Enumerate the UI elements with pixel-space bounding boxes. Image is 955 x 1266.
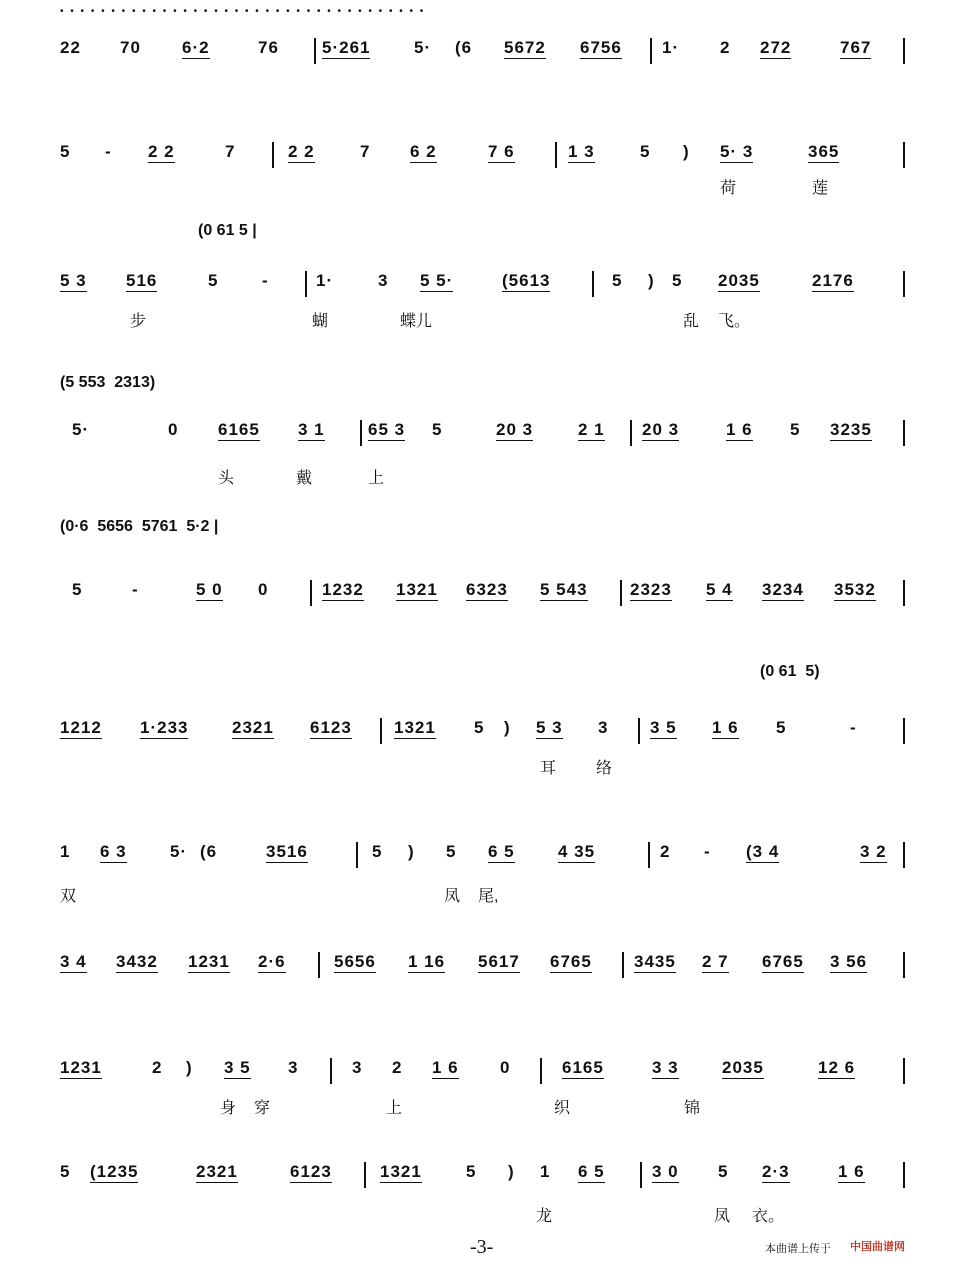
barline xyxy=(360,420,362,446)
note-group: 365 xyxy=(808,142,840,161)
note-group: 2 xyxy=(152,1058,163,1077)
barline xyxy=(640,1162,642,1188)
page-number: -3- xyxy=(470,1236,494,1258)
barline xyxy=(903,38,905,64)
note-group: 2 7 xyxy=(702,952,729,971)
note-group: 5 3 xyxy=(60,271,87,290)
note-group: 0 xyxy=(500,1058,511,1077)
lyric: 龙 xyxy=(536,1208,553,1225)
barline xyxy=(648,842,650,868)
note-group: 5 xyxy=(790,420,801,439)
note-group: 3 2 xyxy=(860,842,887,861)
barline xyxy=(903,1162,905,1188)
lyric: 织 xyxy=(554,1100,571,1117)
note-group: 65 3 xyxy=(368,420,406,439)
barline xyxy=(314,38,316,64)
note-group: 5 xyxy=(612,271,623,290)
note-group: - xyxy=(262,271,269,290)
lyric: 步 xyxy=(130,313,147,330)
lyric: 双 xyxy=(60,888,77,905)
note-group: 7 6 xyxy=(488,142,515,161)
note-group: (5613 xyxy=(502,271,551,290)
note-group: 5 xyxy=(208,271,219,290)
barline xyxy=(903,271,905,297)
lyric: 上 xyxy=(368,470,385,487)
note-group: 5 xyxy=(474,718,485,737)
notes-row xyxy=(0,718,955,758)
note-group: (6 xyxy=(455,38,473,57)
note-group: ) xyxy=(648,271,655,290)
note-group: 5 5· xyxy=(420,271,454,290)
note-group: 2 xyxy=(392,1058,403,1077)
lyric: 头 xyxy=(218,470,235,487)
note-group: 2 xyxy=(660,842,671,861)
note-group: 1 6 xyxy=(726,420,753,439)
note-group: 2323 xyxy=(630,580,672,599)
barline xyxy=(903,842,905,868)
top-dotted-marker: • • • • • • • • • • • • • • • • • • • • • • • • • • • • • • • • • • • • xyxy=(60,6,426,17)
intro-phrase: (5 553 2313) xyxy=(60,374,156,391)
note-group: 5 xyxy=(372,842,383,861)
barline xyxy=(305,271,307,297)
note-group: 3 xyxy=(288,1058,299,1077)
note-group: 5 543 xyxy=(540,580,588,599)
notes-row xyxy=(0,952,955,992)
note-group: 7 xyxy=(360,142,371,161)
note-group: 3 xyxy=(352,1058,363,1077)
barline xyxy=(650,38,652,64)
barline xyxy=(620,580,622,606)
note-group: 6765 xyxy=(550,952,592,971)
note-group: 5 4 xyxy=(706,580,733,599)
note-group: 0 xyxy=(258,580,269,599)
note-group: 5 xyxy=(776,718,787,737)
note-group: 2035 xyxy=(718,271,760,290)
barline xyxy=(903,142,905,168)
note-group: 1231 xyxy=(188,952,230,971)
barline xyxy=(555,142,557,168)
note-group: 767 xyxy=(840,38,872,57)
note-group: 1321 xyxy=(396,580,438,599)
note-group: 2·3 xyxy=(762,1162,790,1181)
barline xyxy=(903,420,905,446)
lyric: 身 xyxy=(220,1100,237,1117)
note-group: (6 xyxy=(200,842,218,861)
lyric: 荷 xyxy=(720,180,737,197)
note-group: 2176 xyxy=(812,271,854,290)
notes-row xyxy=(0,842,955,882)
lyric: 衣。 xyxy=(752,1208,785,1225)
note-group: 3 4 xyxy=(60,952,87,971)
note-group: 1212 xyxy=(60,718,102,737)
note-group: 5617 xyxy=(478,952,520,971)
note-group: 3432 xyxy=(116,952,158,971)
barline xyxy=(356,842,358,868)
note-group: 6165 xyxy=(218,420,260,439)
note-group: 1· xyxy=(662,38,680,57)
note-group: 1321 xyxy=(394,718,436,737)
note-group: 5 xyxy=(60,1162,71,1181)
barline xyxy=(903,952,905,978)
note-group: 6·2 xyxy=(182,38,210,57)
note-group: 3 3 xyxy=(652,1058,679,1077)
note-group: 76 xyxy=(258,38,279,57)
notes-row xyxy=(0,142,955,182)
note-group: 2 1 xyxy=(578,420,605,439)
note-group: ) xyxy=(186,1058,193,1077)
note-group: 7 xyxy=(225,142,236,161)
note-group: 3 1 xyxy=(298,420,325,439)
barline xyxy=(592,271,594,297)
note-group: 5 xyxy=(672,271,683,290)
note-group: 3 xyxy=(378,271,389,290)
note-group: 3 xyxy=(598,718,609,737)
note-group: 20 3 xyxy=(496,420,534,439)
note-group: 1 3 xyxy=(568,142,595,161)
barline xyxy=(903,1058,905,1084)
notes-row xyxy=(0,1162,955,1202)
note-group: 4 35 xyxy=(558,842,596,861)
lyric: 络 xyxy=(596,760,613,777)
note-group: 6165 xyxy=(562,1058,604,1077)
note-group: 6 5 xyxy=(488,842,515,861)
site-logo: 中国曲谱网 xyxy=(850,1241,905,1253)
note-group: 5· xyxy=(414,38,432,57)
note-group: 2321 xyxy=(232,718,274,737)
note-group: 5 0 xyxy=(196,580,223,599)
note-group: 1· xyxy=(316,271,334,290)
note-group: 1232 xyxy=(322,580,364,599)
note-group: (1235 xyxy=(90,1162,139,1181)
note-group: 5 xyxy=(718,1162,729,1181)
notes-row xyxy=(0,271,955,311)
lyric: 乱 xyxy=(683,313,700,330)
note-group: 3234 xyxy=(762,580,804,599)
note-group: 5· 3 xyxy=(720,142,754,161)
note-group: 12 6 xyxy=(818,1058,856,1077)
note-group: 2 2 xyxy=(288,142,315,161)
note-group: 5672 xyxy=(504,38,546,57)
lyric: 莲 xyxy=(812,180,829,197)
note-group: 5 3 xyxy=(536,718,563,737)
note-group: 3532 xyxy=(834,580,876,599)
note-group: 70 xyxy=(120,38,141,57)
note-group: 22 xyxy=(60,38,81,57)
lyric: 蝶儿 xyxy=(400,313,433,330)
note-group: 1231 xyxy=(60,1058,102,1077)
lyric: 耳 xyxy=(540,760,557,777)
barline xyxy=(540,1058,542,1084)
note-group: 6 3 xyxy=(100,842,127,861)
note-group: 5 xyxy=(72,580,83,599)
lyric: 穿 xyxy=(254,1100,271,1117)
note-group: 3 5 xyxy=(224,1058,251,1077)
intro-phrase: (0·6 5656 5761 5·2 | xyxy=(60,518,219,535)
barline xyxy=(903,580,905,606)
note-group: 2 2 xyxy=(148,142,175,161)
lyric: 凤 xyxy=(444,888,461,905)
upload-credit: 本曲谱上传于 xyxy=(765,1243,831,1255)
note-group: 1 6 xyxy=(712,718,739,737)
barline xyxy=(318,952,320,978)
note-group: 2 xyxy=(720,38,731,57)
note-group: 3 0 xyxy=(652,1162,679,1181)
intro-phrase: (0 61 5 | xyxy=(198,222,257,239)
note-group: 5·261 xyxy=(322,38,371,57)
note-group: 1321 xyxy=(380,1162,422,1181)
note-group: - xyxy=(704,842,711,861)
note-group: 20 3 xyxy=(642,420,680,439)
barline xyxy=(380,718,382,744)
note-group: - xyxy=(105,142,112,161)
note-group: 272 xyxy=(760,38,792,57)
note-group: 1 xyxy=(60,842,71,861)
note-group: 5 xyxy=(640,142,651,161)
note-group: 6 5 xyxy=(578,1162,605,1181)
note-group: 3 56 xyxy=(830,952,868,971)
note-group: 5· xyxy=(170,842,188,861)
notes-row xyxy=(0,420,955,460)
note-group: 2·6 xyxy=(258,952,286,971)
barline xyxy=(622,952,624,978)
barline xyxy=(364,1162,366,1188)
note-group: ) xyxy=(408,842,415,861)
lyric: 锦 xyxy=(684,1100,701,1117)
barline xyxy=(638,718,640,744)
note-group: 5 xyxy=(446,842,457,861)
note-group: 1 6 xyxy=(432,1058,459,1077)
note-group: 5· xyxy=(72,420,90,439)
barline xyxy=(310,580,312,606)
note-group: 3 5 xyxy=(650,718,677,737)
note-group: 3235 xyxy=(830,420,872,439)
lyric: 尾, xyxy=(478,888,499,905)
note-group: 6123 xyxy=(290,1162,332,1181)
note-group: 6 2 xyxy=(410,142,437,161)
lyric: 上 xyxy=(386,1100,403,1117)
note-group: 2321 xyxy=(196,1162,238,1181)
notes-row xyxy=(0,1058,955,1098)
note-group: ) xyxy=(504,718,511,737)
note-group: 5656 xyxy=(334,952,376,971)
note-group: 0 xyxy=(168,420,179,439)
intro-phrase: (0 61 5) xyxy=(760,663,820,680)
note-group: (3 4 xyxy=(746,842,780,861)
note-group: 1 6 xyxy=(838,1162,865,1181)
note-group: - xyxy=(132,580,139,599)
note-group: 6756 xyxy=(580,38,622,57)
note-group: 3516 xyxy=(266,842,308,861)
barline xyxy=(330,1058,332,1084)
note-group: 6323 xyxy=(466,580,508,599)
note-group: - xyxy=(850,718,857,737)
note-group: 516 xyxy=(126,271,158,290)
note-group: 6765 xyxy=(762,952,804,971)
note-group: 5 xyxy=(466,1162,477,1181)
notes-row xyxy=(0,580,955,620)
lyric: 戴 xyxy=(296,470,313,487)
note-group: 1 xyxy=(540,1162,551,1181)
barline xyxy=(272,142,274,168)
note-group: 5 xyxy=(432,420,443,439)
barline xyxy=(903,718,905,744)
note-group: 6123 xyxy=(310,718,352,737)
barline xyxy=(630,420,632,446)
note-group: 3435 xyxy=(634,952,676,971)
note-group: 2035 xyxy=(722,1058,764,1077)
note-group: 1 16 xyxy=(408,952,446,971)
lyric: 飞。 xyxy=(718,313,751,330)
note-group: 5 xyxy=(60,142,71,161)
note-group: ) xyxy=(683,142,690,161)
lyric: 凤 xyxy=(714,1208,731,1225)
note-group: 1·233 xyxy=(140,718,189,737)
note-group: ) xyxy=(508,1162,515,1181)
lyric: 蝴 xyxy=(312,313,329,330)
notes-row xyxy=(0,38,955,78)
